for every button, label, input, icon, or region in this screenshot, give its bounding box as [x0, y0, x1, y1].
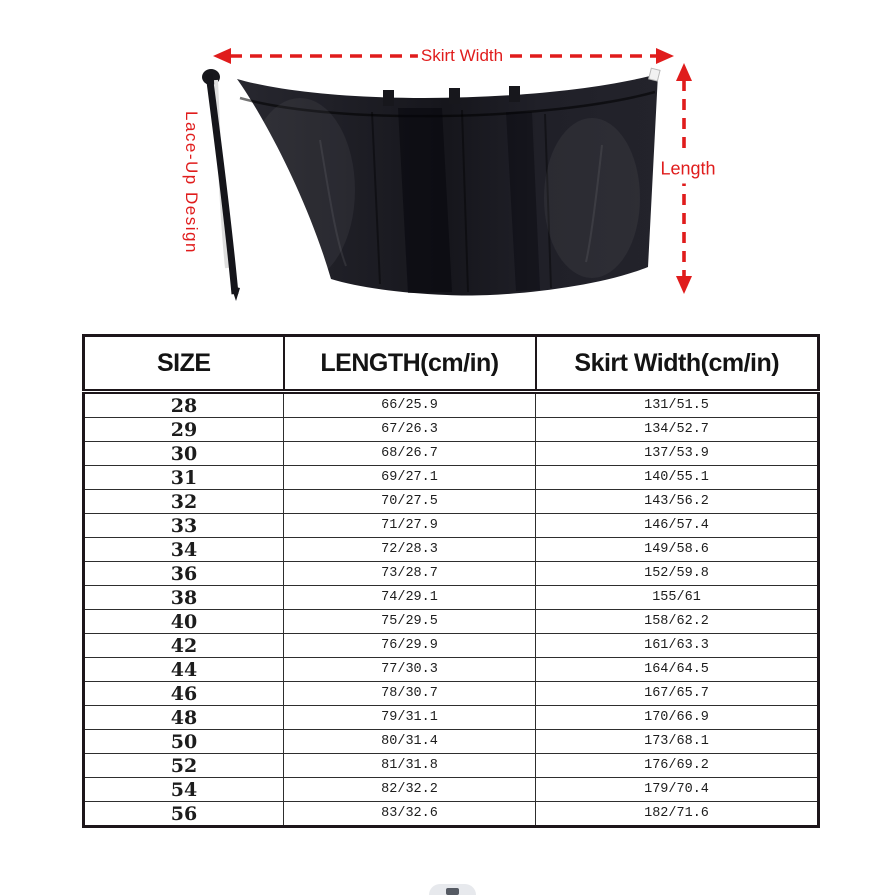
skirt-width-cell: 143/56.2 — [536, 490, 819, 514]
size-cell: 46 — [84, 682, 284, 706]
length-cell: 72/28.3 — [284, 538, 536, 562]
length-label: Length — [660, 155, 715, 184]
skirt-width-cell: 149/58.6 — [536, 538, 819, 562]
length-cell: 66/25.9 — [284, 392, 536, 418]
scroll-handle-grip — [446, 888, 459, 895]
skirt-width-cell: 164/64.5 — [536, 658, 819, 682]
skirt-width-cell: 170/66.9 — [536, 706, 819, 730]
lace-strap-graphic — [202, 69, 240, 301]
skirt-width-cell: 146/57.4 — [536, 514, 819, 538]
table-row — [84, 586, 819, 610]
table-row — [84, 802, 819, 827]
skirt-width-cell: 179/70.4 — [536, 778, 819, 802]
size-cell: 29 — [84, 418, 284, 442]
column-header-size: SIZE — [84, 336, 284, 392]
size-cell: 33 — [84, 514, 284, 538]
skirt-width-cell: 182/71.6 — [536, 802, 819, 827]
table-row — [84, 658, 819, 682]
table-row — [84, 610, 819, 634]
scroll-handle-icon[interactable] — [429, 884, 476, 895]
skirt-width-cell: 131/51.5 — [536, 392, 819, 418]
size-cell: 50 — [84, 730, 284, 754]
size-cell: 40 — [84, 610, 284, 634]
skirt-width-cell: 140/55.1 — [536, 466, 819, 490]
table-row — [84, 706, 819, 730]
product-diagram — [0, 0, 894, 330]
size-cell: 34 — [84, 538, 284, 562]
skirt-width-cell: 173/68.1 — [536, 730, 819, 754]
size-cell: 52 — [84, 754, 284, 778]
length-cell: 73/28.7 — [284, 562, 536, 586]
length-cell: 83/32.6 — [284, 802, 536, 827]
size-chart-table — [82, 334, 820, 828]
length-cell: 75/29.5 — [284, 610, 536, 634]
size-cell: 36 — [84, 562, 284, 586]
table-row — [84, 392, 819, 418]
skirt-width-cell: 137/53.9 — [536, 442, 819, 466]
size-cell: 32 — [84, 490, 284, 514]
length-cell: 70/27.5 — [284, 490, 536, 514]
skirt-width-cell: 134/52.7 — [536, 418, 819, 442]
length-cell: 67/26.3 — [284, 418, 536, 442]
size-cell: 38 — [84, 586, 284, 610]
length-cell: 78/30.7 — [284, 682, 536, 706]
table-row — [84, 682, 819, 706]
table-row — [84, 538, 819, 562]
size-cell: 54 — [84, 778, 284, 802]
length-cell: 76/29.9 — [284, 634, 536, 658]
skirt-width-cell: 155/61 — [536, 586, 819, 610]
skirt-width-cell: 158/62.2 — [536, 610, 819, 634]
skirt-width-cell: 161/63.3 — [536, 634, 819, 658]
size-cell: 56 — [84, 802, 284, 827]
skirt-width-cell: 167/65.7 — [536, 682, 819, 706]
column-header-length: LENGTH(cm/in) — [284, 336, 536, 392]
column-header-skirt-width: Skirt Width(cm/in) — [536, 336, 819, 392]
table-row — [84, 634, 819, 658]
size-cell: 31 — [84, 466, 284, 490]
table-row — [84, 442, 819, 466]
length-cell: 69/27.1 — [284, 466, 536, 490]
table-row — [84, 754, 819, 778]
skirt-width-cell: 176/69.2 — [536, 754, 819, 778]
table-row — [84, 730, 819, 754]
table-row — [84, 562, 819, 586]
skirt-width-cell: 152/59.8 — [536, 562, 819, 586]
table-header-row — [84, 336, 819, 392]
size-cell: 44 — [84, 658, 284, 682]
length-cell: 68/26.7 — [284, 442, 536, 466]
length-cell: 77/30.3 — [284, 658, 536, 682]
length-cell: 81/31.8 — [284, 754, 536, 778]
length-cell: 74/29.1 — [284, 586, 536, 610]
table-row — [84, 418, 819, 442]
length-cell: 82/32.2 — [284, 778, 536, 802]
table-row — [84, 490, 819, 514]
length-cell: 80/31.4 — [284, 730, 536, 754]
length-cell: 71/27.9 — [284, 514, 536, 538]
table-row — [84, 466, 819, 490]
table-row — [84, 514, 819, 538]
size-cell: 42 — [84, 634, 284, 658]
skirt-body-graphic — [237, 68, 660, 295]
skirt-width-label: Skirt Width — [418, 46, 506, 66]
length-cell: 79/31.1 — [284, 706, 536, 730]
size-cell: 28 — [84, 392, 284, 418]
size-cell: 48 — [84, 706, 284, 730]
lace-up-design-label: Lace-Up Design — [182, 111, 201, 254]
size-cell: 30 — [84, 442, 284, 466]
table-row — [84, 778, 819, 802]
